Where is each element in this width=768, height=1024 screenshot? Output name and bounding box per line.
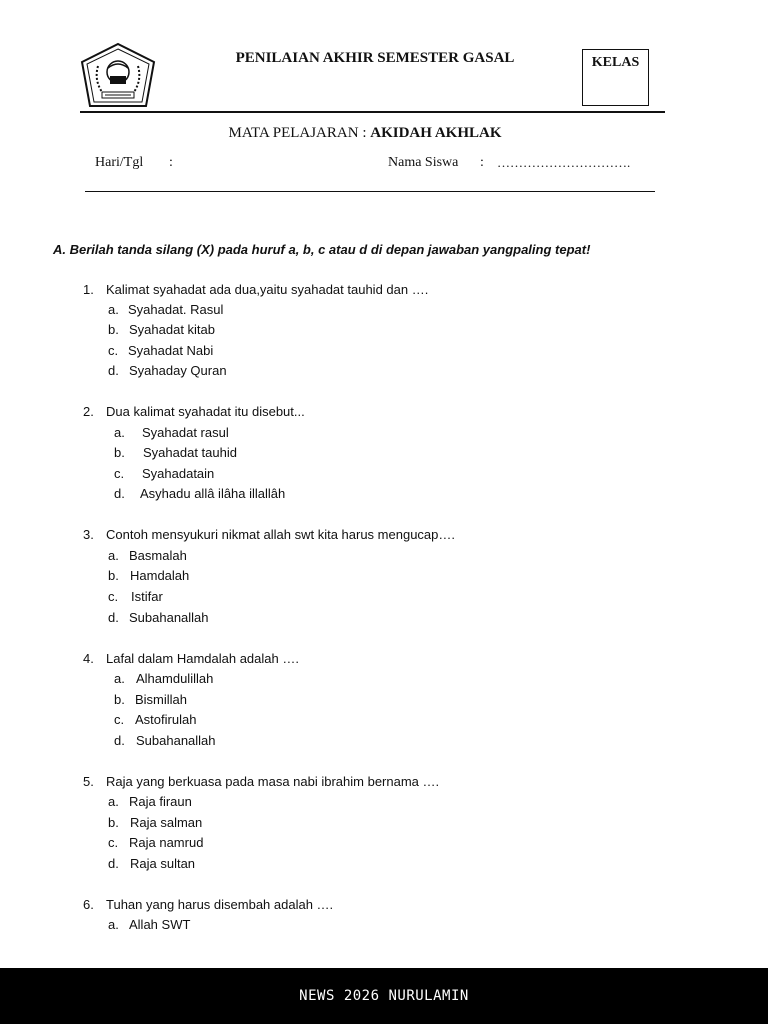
header-divider (80, 111, 665, 113)
option-text: Syahadat. Rasul (128, 302, 224, 317)
option-letter: a. (114, 671, 125, 686)
student-name-blank: …………………………. (497, 155, 631, 170)
question-number: 3. (83, 527, 94, 542)
instruction-text: A. Berilah tanda silang (X) pada huruf a, b, c atau d di depan jawaban yangpaling tepat! (53, 242, 591, 257)
option-letter: a. (108, 917, 119, 932)
option-letter: b. (108, 322, 119, 337)
option-letter: d. (108, 363, 119, 378)
question-text: Tuhan yang harus disembah adalah …. (106, 897, 334, 912)
question-text: Kalimat syahadat ada dua,yaitu syahadat tauhid dan …. (106, 282, 429, 297)
option-letter: b. (114, 445, 125, 460)
option-letter: d. (114, 733, 125, 748)
option-letter: a. (108, 548, 119, 563)
footer-watermark: NEWS 2026 NURULAMIN (299, 988, 469, 1004)
option-letter: a. (114, 425, 125, 440)
option-letter: b. (108, 815, 119, 830)
question-number: 5. (83, 774, 94, 789)
option-text: Raja namrud (129, 835, 204, 850)
option-text: Syahadat tauhid (143, 445, 237, 460)
option-text: Raja firaun (129, 794, 192, 809)
class-label: KELAS (591, 55, 640, 70)
option-letter: c. (108, 835, 119, 850)
identity-divider (85, 191, 655, 192)
option-letter: c. (114, 712, 125, 727)
option-text: Raja salman (130, 815, 203, 830)
student-name-label: Nama Siswa (388, 155, 459, 170)
student-name-colon: : (480, 155, 484, 170)
option-text: Syahadat rasul (142, 425, 229, 440)
question-text: Dua kalimat syahadat itu disebut... (106, 404, 305, 419)
question-text: Contoh mensyukuri nikmat allah swt kita harus mengucap…. (106, 527, 455, 542)
option-letter: b. (114, 692, 125, 707)
option-letter: a. (108, 794, 119, 809)
class-box (582, 49, 649, 106)
option-letter: c. (108, 343, 119, 358)
option-text: Astofirulah (135, 712, 197, 727)
option-letter: c. (108, 589, 119, 604)
option-text: Allah SWT (129, 917, 191, 932)
option-text: Subahanallah (129, 610, 209, 625)
question-text: Raja yang berkuasa pada masa nabi ibrahim bernama …. (106, 774, 440, 789)
option-letter: b. (108, 568, 119, 583)
option-letter: a. (108, 302, 119, 317)
exam-title: PENILAIAN AKHIR SEMESTER GASAL (235, 50, 515, 66)
date-label: Hari/Tgl (95, 155, 144, 170)
question-number: 6. (83, 897, 94, 912)
option-text: Asyhadu allâ ilâha illallâh (140, 486, 286, 501)
question-text: Lafal dalam Hamdalah adalah …. (106, 651, 299, 666)
question-number: 1. (83, 282, 94, 297)
option-text: Raja sultan (130, 856, 196, 871)
subject-prefix: MATA PELAJARAN : (228, 125, 367, 141)
option-text: Syahadatain (142, 466, 215, 481)
question-number: 4. (83, 651, 94, 666)
footer-bar (0, 968, 768, 1024)
subject-line (150, 125, 580, 142)
ministry-emblem-icon (78, 42, 158, 110)
option-text: Basmalah (129, 548, 187, 563)
option-text: Subahanallah (136, 733, 216, 748)
option-text: Bismillah (135, 692, 188, 707)
option-text: Alhamdulillah (136, 671, 214, 686)
date-colon: : (169, 155, 173, 170)
question-number: 2. (83, 404, 94, 419)
subject-name: AKIDAH AKHLAK (370, 125, 502, 141)
option-text: Hamdalah (130, 568, 190, 583)
option-letter: d. (114, 486, 125, 501)
option-text: Syahadat Nabi (128, 343, 214, 358)
option-letter: d. (108, 856, 119, 871)
option-letter: d. (108, 610, 119, 625)
option-letter: c. (114, 466, 125, 481)
option-text: Syahadat kitab (129, 322, 216, 337)
option-text: Istifar (131, 589, 163, 604)
option-text: Syahaday Quran (129, 363, 227, 378)
